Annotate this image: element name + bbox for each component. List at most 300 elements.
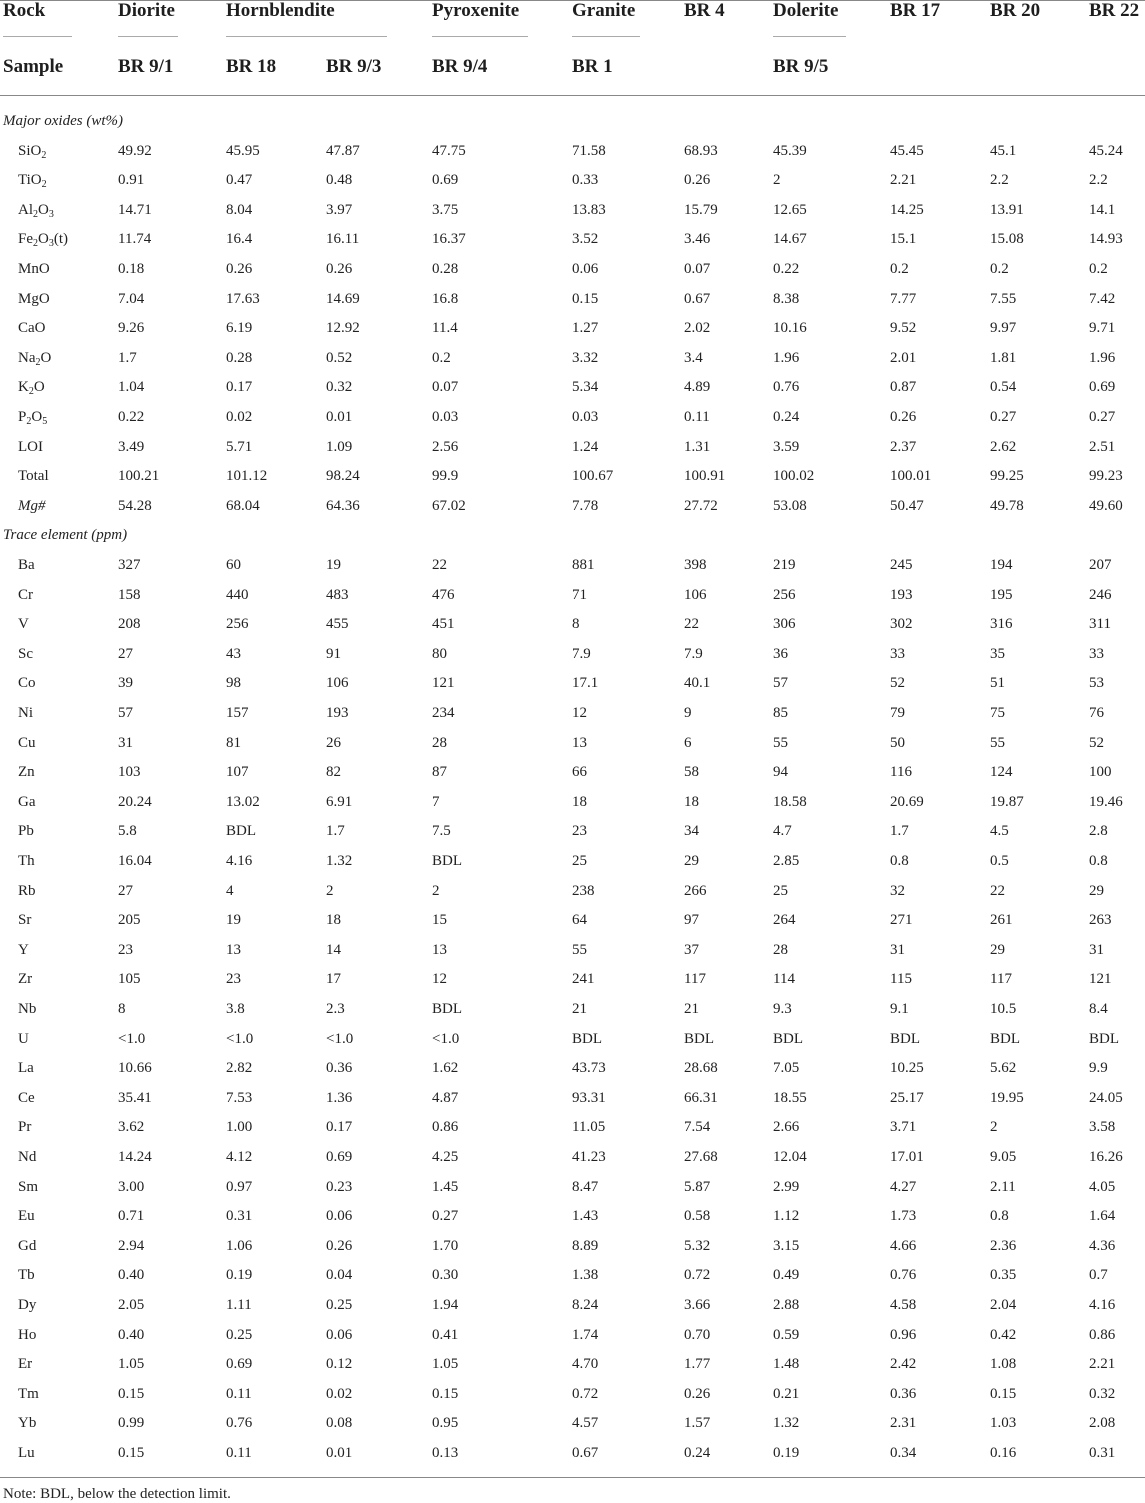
sample-header: BR 9/3 [326, 56, 382, 77]
table-cell: 0.35 [990, 1267, 1017, 1284]
table-cell: 0.8 [990, 1208, 1009, 1225]
table-cell: 1.32 [326, 853, 353, 869]
table-cell: 194 [990, 557, 1013, 573]
table-cell: BDL [226, 823, 256, 840]
table-cell: 100.02 [773, 468, 815, 485]
table-cell: 0.17 [326, 1119, 353, 1136]
table-cell: 12.04 [773, 1149, 807, 1165]
group-rule [3, 36, 72, 37]
table-cell: 0.22 [118, 409, 145, 425]
table-cell: 91 [326, 645, 341, 662]
table-cell: 11.74 [118, 231, 152, 248]
table-cell: 2.2 [1089, 172, 1108, 189]
table-cell: 50 [890, 734, 905, 751]
table-cell: 9.05 [990, 1149, 1017, 1165]
table-cell: BDL [890, 1030, 920, 1047]
table-cell: 16.37 [432, 231, 466, 248]
table-cell: 0.15 [118, 1385, 145, 1402]
table-cell: 7.77 [890, 290, 917, 307]
table-cell: 47.75 [432, 142, 466, 159]
row-label: Sm [18, 1178, 39, 1195]
table-cell: 52 [890, 675, 905, 692]
row-label: Er [18, 1356, 33, 1373]
table-cell: 2.56 [432, 438, 459, 455]
table-cell: 10.25 [890, 1060, 924, 1077]
table-cell: 14.1 [1089, 201, 1116, 218]
row-label: $Al_2O_3$ [18, 201, 54, 220]
table-cell: 55 [990, 734, 1005, 751]
row-label: La [18, 1060, 34, 1077]
table-cell: 0.40 [118, 1326, 145, 1343]
table-cell: 0.2 [990, 261, 1009, 277]
table-cell: 0.23 [326, 1178, 353, 1195]
table-cell: 14.67 [773, 231, 807, 248]
table-cell: 57 [773, 675, 788, 692]
table-cell: 9.3 [773, 1001, 792, 1017]
table-cell: 4.36 [1089, 1237, 1116, 1254]
table-cell: 157 [226, 705, 249, 721]
table-cell: 45.24 [1089, 142, 1123, 159]
table-cell: 115 [890, 971, 912, 988]
table-cell: 193 [890, 586, 913, 603]
table-cell: BDL [432, 853, 462, 869]
table-cell: 0.86 [432, 1119, 459, 1136]
table-cell: 19.46 [1089, 793, 1123, 810]
table-cell: 0.03 [432, 409, 459, 425]
row-label: Nb [18, 1001, 37, 1017]
table-cell: 99.23 [1089, 468, 1123, 485]
table-cell: 117 [684, 971, 706, 988]
table-cell: 241 [572, 971, 595, 988]
table-cell: 5.62 [990, 1060, 1017, 1077]
table-cell: 207 [1089, 557, 1112, 573]
table-cell: 0.32 [1089, 1385, 1116, 1402]
table-cell: 17.01 [890, 1149, 924, 1165]
group-rule [226, 36, 387, 37]
table-cell: 9 [684, 705, 692, 721]
table-cell: 271 [890, 912, 913, 929]
table-cell: 105 [118, 971, 141, 988]
table-cell: 121 [432, 675, 455, 692]
table-cell: 17 [326, 971, 341, 988]
table-cell: 1.00 [226, 1119, 253, 1136]
table-cell: 14 [326, 941, 341, 958]
row-label: Ga [18, 793, 36, 810]
table-cell: 29 [990, 941, 1005, 958]
table-rule-1 [0, 95, 1145, 96]
table-cell: 49.92 [118, 142, 152, 159]
table-cell: 0.2 [890, 261, 909, 277]
rock-type-header: Pyroxenite [432, 0, 520, 21]
table-cell: 0.19 [226, 1267, 253, 1284]
table-cell: 0.26 [326, 1237, 353, 1254]
section-title: Major oxides (wt%) [3, 113, 123, 129]
table-cell: 99.9 [432, 468, 459, 485]
table-cell: 3.49 [118, 438, 145, 455]
table-cell: BDL [572, 1030, 602, 1047]
table-cell: BDL [1089, 1030, 1119, 1047]
table-cell: 2.08 [1089, 1415, 1116, 1432]
table-cell: 106 [684, 586, 707, 603]
row-label: LOI [18, 438, 43, 455]
table-cell: 8 [118, 1001, 126, 1017]
table-cell: 18 [326, 912, 341, 929]
table-cell: 20.24 [118, 793, 152, 810]
table-cell: 45.39 [773, 142, 807, 159]
table-cell: 4.70 [572, 1356, 599, 1373]
table-cell: <1.0 [118, 1030, 146, 1047]
table-cell: 1.70 [432, 1237, 459, 1254]
table-cell: 0.58 [684, 1208, 711, 1225]
table-cell: 3.52 [572, 231, 599, 248]
table-cell: 27.68 [684, 1149, 718, 1165]
table-cell: 4.5 [990, 823, 1009, 840]
table-cell: 31 [118, 734, 133, 751]
table-cell: 36 [773, 645, 788, 662]
table-cell: 6 [684, 734, 692, 751]
table-cell: 4.05 [1089, 1178, 1116, 1195]
table-cell: 8.24 [572, 1297, 599, 1313]
table-cell: 3.59 [773, 438, 800, 455]
table-cell: 18 [684, 793, 699, 810]
table-cell: 0.27 [432, 1208, 459, 1225]
table-cell: 0.11 [684, 409, 710, 425]
table-cell: 13 [572, 734, 587, 751]
table-cell: 1.57 [684, 1415, 711, 1432]
table-cell: 4.89 [684, 379, 711, 396]
table-cell: 49.78 [990, 497, 1024, 514]
table-cell: 0.76 [226, 1415, 253, 1432]
table-cell: 4.27 [890, 1178, 917, 1195]
table-cell: 66 [572, 764, 587, 781]
table-cell: 50.47 [890, 497, 924, 514]
table-cell: 7.9 [684, 645, 703, 662]
table-cell: 0.59 [773, 1326, 800, 1343]
table-cell: 18 [572, 793, 587, 810]
table-cell: 31 [1089, 941, 1104, 958]
row-label: Tb [18, 1267, 35, 1284]
table-cell: 3.75 [432, 201, 459, 218]
table-cell: 2.3 [326, 1001, 345, 1017]
table-cell: 2.88 [773, 1297, 800, 1313]
table-cell: 10.16 [773, 320, 807, 337]
table-cell: 2.04 [990, 1297, 1017, 1313]
table-cell: 1.43 [572, 1208, 599, 1225]
table-cell: 60 [226, 557, 241, 573]
table-cell: 0.08 [326, 1415, 353, 1432]
table-cell: 6.91 [326, 793, 353, 810]
table-cell: 15.1 [890, 231, 917, 248]
table-cell: 2.02 [684, 320, 711, 337]
table-cell: 2 [990, 1119, 998, 1136]
table-cell: 256 [773, 586, 796, 603]
table-cell: 0.70 [684, 1326, 711, 1343]
table-cell: 0.7 [1089, 1267, 1108, 1284]
table-cell: 3.62 [118, 1119, 145, 1136]
table-cell: 0.06 [326, 1326, 353, 1343]
table-cell: 79 [890, 705, 905, 721]
table-cell: 27.72 [684, 497, 718, 514]
table-cell: 245 [890, 557, 913, 573]
row-label: Zn [18, 764, 35, 781]
table-cell: 124 [990, 764, 1013, 781]
table-cell: 0.72 [684, 1267, 711, 1284]
sample-header: BR 1 [572, 56, 613, 77]
table-cell: 8.47 [572, 1178, 599, 1195]
table-cell: 4.87 [432, 1089, 459, 1106]
table-cell: 5.87 [684, 1178, 711, 1195]
rock-type-header: Dolerite [773, 0, 839, 21]
table-cell: 103 [118, 764, 141, 781]
table-cell: 2 [773, 172, 781, 189]
table-cell: 1.64 [1089, 1208, 1116, 1225]
table-cell: 39 [118, 675, 133, 692]
table-cell: 0.26 [326, 261, 353, 277]
table-cell: 28.68 [684, 1060, 718, 1077]
table-cell: 2.8 [1089, 823, 1108, 840]
table-cell: 47.87 [326, 142, 360, 159]
table-cell: 52 [1089, 734, 1104, 751]
table-cell: 440 [226, 586, 249, 603]
table-cell: 219 [773, 557, 796, 573]
table-cell: 3.8 [226, 1001, 245, 1017]
table-cell: 1.96 [1089, 349, 1116, 366]
table-cell: 8.04 [226, 201, 253, 218]
table-cell: 31 [890, 941, 905, 958]
table-cell: 0.95 [432, 1415, 459, 1432]
table-cell: 2.94 [118, 1237, 145, 1254]
row-label: Total [18, 468, 49, 485]
table-cell: 0.26 [684, 172, 711, 189]
row-label: $Fe_2O_3(t)$ [18, 231, 69, 250]
table-cell: 0.52 [326, 349, 353, 366]
table-cell: 10.66 [118, 1060, 152, 1077]
table-cell: 0.33 [572, 172, 599, 189]
row-label: Gd [18, 1237, 37, 1254]
table-cell: 0.06 [326, 1208, 353, 1225]
table-cell: 2.05 [118, 1297, 145, 1313]
table-cell: 1.31 [684, 438, 711, 455]
table-cell: 22 [432, 557, 447, 573]
table-cell: 45.95 [226, 142, 260, 159]
table-cell: 1.94 [432, 1297, 459, 1313]
table-cell: 0.96 [890, 1326, 917, 1343]
table-cell: 1.05 [432, 1356, 459, 1373]
table-cell: 8 [572, 616, 580, 633]
table-cell: 455 [326, 616, 349, 633]
table-cell: 208 [118, 616, 141, 633]
table-cell: 0.26 [226, 261, 253, 277]
table-cell: 9.26 [118, 320, 145, 337]
table-cell: 158 [118, 586, 141, 603]
table-cell: 87 [432, 764, 447, 781]
table-cell: 16.04 [118, 853, 152, 869]
table-cell: 98 [226, 675, 241, 692]
table-cell: 13.83 [572, 201, 606, 218]
table-cell: 1.7 [118, 349, 137, 366]
table-cell: 1.62 [432, 1060, 459, 1077]
table-cell: 881 [572, 557, 595, 573]
table-cell: 0.15 [572, 290, 599, 307]
table-cell: 4.12 [226, 1149, 253, 1165]
table-cell: 13.91 [990, 201, 1024, 218]
table-cell: 51 [990, 675, 1005, 692]
table-cell: 261 [990, 912, 1013, 929]
table-cell: 35 [990, 645, 1005, 662]
rock-header-label: Rock [3, 0, 46, 21]
table-cell: 15.08 [990, 231, 1024, 248]
table-cell: 33 [1089, 645, 1104, 662]
table-cell: 43 [226, 645, 241, 662]
row-label: Mg# [18, 497, 46, 514]
table-cell: 302 [890, 616, 913, 633]
table-cell: 0.07 [432, 379, 459, 396]
table-cell: 2.42 [890, 1356, 917, 1373]
table-cell: 7 [432, 793, 440, 810]
table-cell: 75 [990, 705, 1005, 721]
table-cell: 25.17 [890, 1089, 924, 1106]
table-cell: 25 [773, 882, 788, 899]
table-cell: 0.21 [773, 1385, 800, 1402]
table-cell: 0.36 [890, 1385, 917, 1402]
row-label: Zr [18, 971, 33, 988]
row-label: Tm [18, 1385, 39, 1402]
table-cell: 1.05 [118, 1356, 145, 1373]
table-cell: 476 [432, 586, 455, 603]
table-cell: 16.26 [1089, 1149, 1123, 1165]
row-label: $P_2O_5$ [18, 409, 48, 427]
table-cell: 205 [118, 912, 141, 929]
table-cell: 1.45 [432, 1178, 459, 1195]
table-cell: 53 [1089, 675, 1104, 692]
table-cell: 100.91 [684, 468, 726, 485]
table-cell: 2 [432, 882, 440, 899]
table-cell: 0.11 [226, 1445, 252, 1461]
table-cell: 13 [226, 941, 241, 958]
table-cell: 81 [226, 734, 241, 751]
table-cell: 195 [990, 586, 1013, 603]
table-cell: 33 [890, 645, 905, 662]
table-cell: 7.55 [990, 290, 1017, 307]
table-cell: 4.7 [773, 823, 792, 840]
table-cell: 266 [684, 882, 707, 899]
table-cell: 100.21 [118, 468, 160, 485]
table-cell: 17.63 [226, 290, 260, 307]
table-cell: 1.03 [990, 1415, 1017, 1432]
table-cell: 2 [326, 882, 334, 899]
row-label: Yb [18, 1415, 37, 1432]
table-cell: 57 [118, 705, 133, 721]
table-cell: 21 [684, 1001, 699, 1017]
table-cell: 0.47 [226, 172, 253, 189]
table-cell: 80 [432, 645, 447, 662]
table-cell: 193 [326, 705, 349, 721]
table-cell: 16.8 [432, 290, 459, 307]
table-cell: 54.28 [118, 497, 152, 514]
table-cell: BDL [432, 1001, 462, 1017]
table-cell: 0.2 [1089, 261, 1108, 277]
table-cell: 0.69 [432, 172, 459, 189]
table-cell: 2.37 [890, 438, 917, 455]
section-title: Trace element (ppm) [3, 527, 128, 544]
table-cell: 14.71 [118, 201, 152, 218]
row-label: MgO [18, 290, 50, 307]
table-cell: 20.69 [890, 793, 924, 810]
table-cell: 16.4 [226, 231, 253, 248]
table-cell: 0.24 [684, 1445, 711, 1461]
table-cell: 0.15 [118, 1445, 145, 1461]
table-cell: 1.36 [326, 1089, 353, 1106]
table-cell: 0.03 [572, 409, 599, 425]
table-cell: 9.71 [1089, 320, 1116, 337]
table-cell: BDL [684, 1030, 714, 1047]
row-label: Cu [18, 734, 36, 751]
table-cell: 0.01 [326, 1445, 353, 1461]
table-cell: 3.66 [684, 1297, 711, 1313]
table-cell: 4.57 [572, 1415, 599, 1432]
table-cell: 19 [326, 557, 341, 573]
table-rule-2 [0, 1477, 1145, 1478]
table-cell: 40.1 [684, 675, 711, 692]
table-cell: 263 [1089, 912, 1112, 929]
table-cell: 0.26 [890, 409, 917, 425]
table-cell: 6.19 [226, 320, 253, 337]
table-cell: 2.01 [890, 349, 917, 366]
table-cell: 0.01 [326, 409, 353, 425]
table-cell: 82 [326, 764, 341, 781]
table-cell: 41.23 [572, 1149, 606, 1165]
row-label: Nd [18, 1149, 37, 1165]
group-rule [118, 36, 178, 37]
table-cell: 12 [432, 971, 447, 988]
table-cell: 246 [1089, 586, 1112, 603]
table-cell: 0.31 [1089, 1445, 1116, 1461]
table-cell: 21 [572, 1001, 587, 1017]
table-cell: 76 [1089, 705, 1104, 721]
table-cell: 93.31 [572, 1089, 606, 1106]
table-cell: 5.34 [572, 379, 599, 396]
table-cell: 0.19 [773, 1445, 800, 1461]
table-cell: <1.0 [226, 1030, 254, 1047]
table-cell: 0.02 [326, 1385, 353, 1402]
table-cell: 1.04 [118, 379, 145, 396]
table-cell: 0.54 [990, 379, 1017, 396]
table-cell: 2.2 [990, 172, 1009, 189]
table-cell: 2.82 [226, 1060, 253, 1077]
table-cell: 13 [432, 941, 447, 958]
table-cell: 1.7 [326, 823, 345, 840]
table-cell: 1.09 [326, 438, 353, 455]
table-cell: 0.97 [226, 1178, 253, 1195]
table-cell: 7.42 [1089, 290, 1116, 307]
table-cell: <1.0 [326, 1030, 354, 1047]
table-cell: 3.00 [118, 1178, 145, 1195]
table-cell: 0.69 [1089, 379, 1116, 396]
table-cell: 4.16 [1089, 1297, 1116, 1313]
table-cell: 64.36 [326, 497, 360, 514]
table-cell: 12 [572, 705, 587, 721]
row-label: TiO$_2$ [18, 172, 47, 191]
rock-type-header: Hornblendite [226, 0, 335, 21]
table-cell: 0.34 [890, 1445, 917, 1461]
table-cell: 3.71 [890, 1119, 917, 1136]
table-cell: 238 [572, 882, 595, 899]
table-cell: 71 [572, 586, 587, 603]
table-cell: 3.32 [572, 349, 599, 366]
table-cell: 68.93 [684, 142, 718, 159]
table-cell: 398 [684, 557, 707, 573]
sample-header: BR 9/5 [773, 56, 829, 77]
